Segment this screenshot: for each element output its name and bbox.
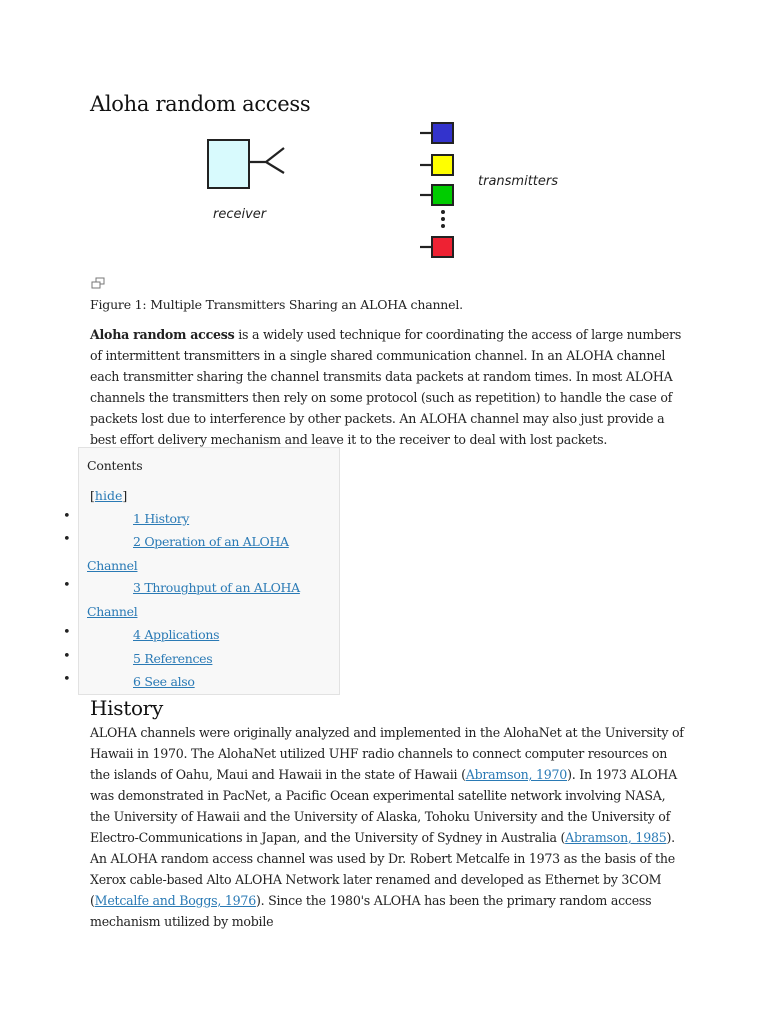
history-paragraph: ALOHA channels were originally analyzed and implemented in the AlohaNet at the University of Hawaii in 1970. The AlohaNet utilized UHF radio channels to connect computer resources on the islands of Oahu, Maui and Hawaii in the state of Hawaii (Abramson, 1970). In 1973 ALOHA was demonstrated in PacNet, a Pacific Ocean experimental satellite network involving NASA, the University of Hawaii and the University of Alaska, Tohoku University and the University of Electro-Communications in Japan, and the University of Sydney in Australia (Abramson, 1985). An ALOHA random access channel was used by Dr. Robert Metcalfe in 1973 as the basis of the Xerox cable-based Alto ALOHA Network later renamed and developed as Ethernet by 3COM (Metcalfe and Boggs, 1976). Since the 1980's ALOHA has been the primary random access mechanism utilized by mobile [90, 725, 684, 929]
intro-paragraph [90, 324, 686, 450]
toc-item-operation[interactable]: 2 Operation of an ALOHA [133, 534, 289, 549]
toc-bullet: • [63, 578, 71, 593]
transmitter-2 [420, 155, 453, 175]
toc-hide-control: [hide] [90, 488, 128, 503]
toc-item-operation-cont[interactable]: Channel [87, 558, 138, 573]
toc-item-applications[interactable]: 4 Applications [133, 627, 220, 642]
transmitter-4-box [432, 237, 453, 257]
toc-item-references[interactable]: 5 References [133, 651, 213, 666]
receiver-label: receiver [213, 207, 267, 222]
citation-link-abramson-1985[interactable]: Abramson, 1985 [565, 830, 667, 845]
enlarge-icon[interactable] [91, 277, 105, 289]
transmitter-1 [420, 123, 453, 143]
receiver-box [208, 140, 249, 188]
toc-bullet: • [63, 649, 71, 664]
toc-bullet: • [63, 532, 71, 547]
figure-caption: Figure 1: Multiple Transmitters Sharing an ALOHA channel. [90, 297, 463, 312]
transmitter-1-box [432, 123, 453, 143]
toc-item-throughput-cont[interactable]: Channel [87, 604, 138, 619]
toc-hide-link[interactable]: hide [94, 488, 123, 503]
page-title: Aloha random access [90, 92, 311, 116]
citation-link-abramson-1970[interactable]: Abramson, 1970 [465, 767, 568, 782]
transmitter-3-box [432, 185, 453, 205]
aloha-channel-figure [200, 118, 580, 268]
toc-item-see-also[interactable]: 6 See also [133, 674, 195, 689]
toc-bullet: • [63, 509, 71, 524]
receiver-antenna-icon [249, 148, 284, 173]
toc-bullet: • [63, 672, 71, 687]
intro-bold-term: Aloha random access [90, 327, 235, 342]
transmitter-3 [420, 185, 453, 205]
toc-item-throughput[interactable]: 3 Throughput of an ALOHA [133, 580, 300, 595]
citation-link-metcalfe-boggs-1976[interactable]: Metcalfe and Boggs, 1976 [94, 893, 256, 908]
transmitter-4 [420, 237, 453, 257]
history-heading: History [90, 696, 163, 720]
ellipsis-dots [441, 210, 445, 228]
toc-item-history[interactable]: 1 History [133, 511, 190, 526]
table-of-contents [78, 447, 340, 695]
toc-title: Contents [87, 458, 143, 473]
transmitter-2-box [432, 155, 453, 175]
intro-text: is a widely used technique for coordinating the access of large numbers of intermittent transmitters in a single shared communication channel. In an ALOHA channel each transmitter sharing the channel transmits data packets at random times. In most ALOHA channels the transmitters then rely on some protocol (such as repetition) to handle the case of packets lost due to interference by other packets. An ALOHA channel may also just provide a best effort delivery mechanism and leave it to the receiver to deal with lost packets. [90, 327, 682, 447]
toc-bullet: • [63, 625, 71, 640]
transmitters-label: transmitters [478, 174, 559, 189]
